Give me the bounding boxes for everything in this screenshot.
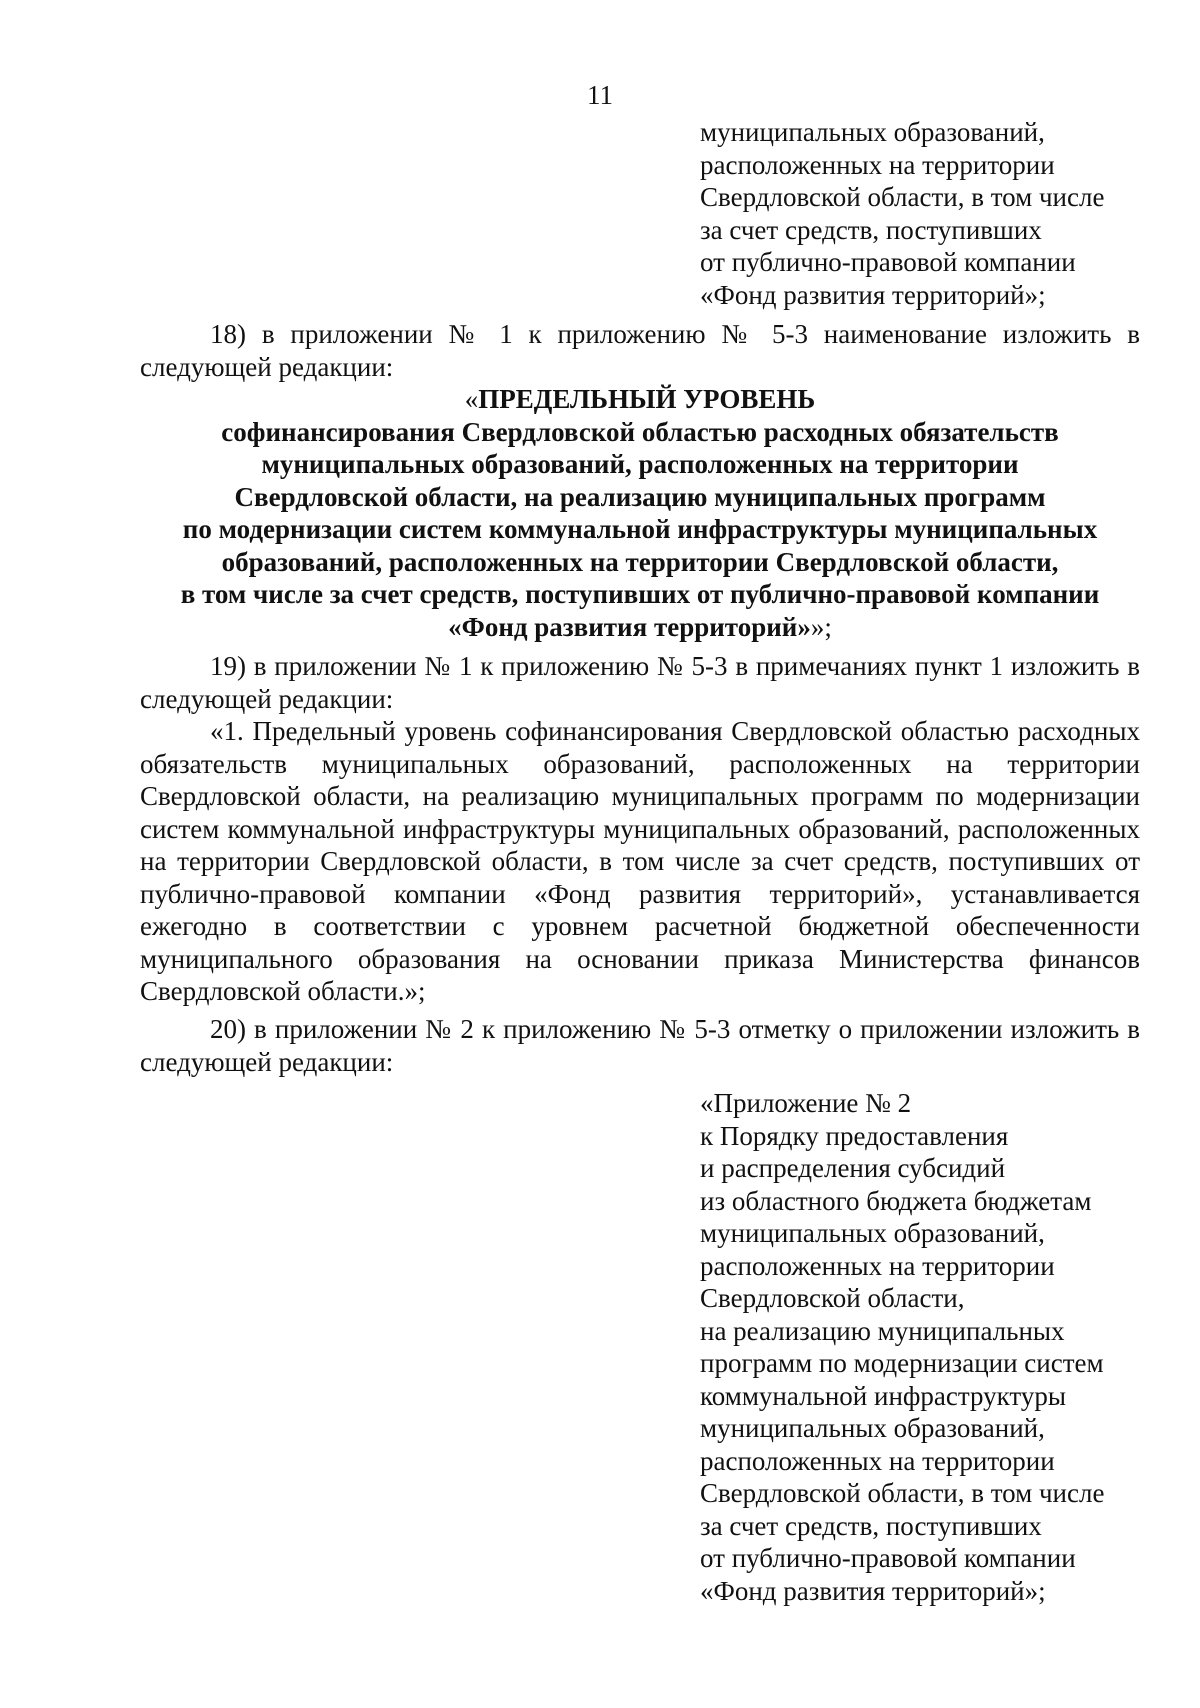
- heading-title: ПРЕДЕЛЬНЫЙ УРОВЕНЬ: [478, 384, 816, 414]
- appendix-line: «Приложение № 2: [700, 1088, 912, 1118]
- appendix-line: муниципальных образований,: [700, 1218, 1045, 1248]
- appendix-line: Свердловской области, в том числе: [700, 1478, 1105, 1508]
- appendix-line: и распределения субсидий: [700, 1153, 1006, 1183]
- heading-line: софинансирования Свердловской областью расходных обязательств: [221, 416, 1059, 447]
- item-18-paragraph: 18) в приложении № 1 к приложению № 5-3 наименование изложить в следующей редакции:: [140, 319, 1140, 382]
- heading-line: образований, расположенных на территории Свердловской области,: [221, 546, 1059, 577]
- heading-last-line: [120, 611, 1160, 644]
- reference-line: «Фонд развития территорий»;: [700, 279, 1046, 310]
- top-reference-block: [700, 116, 1180, 311]
- appendix-line: программ по модернизации систем: [700, 1348, 1104, 1378]
- appendix-line: из областного бюджета бюджетам: [700, 1185, 1092, 1216]
- reference-line: от публично-правовой компании: [700, 247, 1076, 277]
- item-19-paragraph: 19) в приложении № 1 к приложению № 5-3 в примечаниях пункт 1 изложить в следующей редакции:: [140, 651, 1140, 714]
- heading-open-quote: «: [464, 384, 479, 414]
- appendix-line: «Фонд развития территорий»;: [700, 1575, 1046, 1606]
- reference-line: Свердловской области, в том числе: [700, 182, 1105, 212]
- appendix-line: от публично-правовой компании: [700, 1543, 1076, 1573]
- appendix-line: Свердловской области,: [700, 1283, 965, 1313]
- reference-line: муниципальных образований,: [700, 117, 1045, 147]
- appendix-reference-block: [700, 1087, 1180, 1607]
- reference-line: за счет средств, поступивших: [700, 214, 1042, 245]
- appendix-line: расположенных на территории: [700, 1250, 1055, 1281]
- appendix-line: за счет средств, поступивших: [700, 1510, 1042, 1541]
- document-heading: [120, 383, 1160, 643]
- appendix-line: к Порядку предоставления: [700, 1120, 1009, 1151]
- appendix-line: расположенных на территории: [700, 1445, 1055, 1476]
- heading-line: в том числе за счет средств, поступивших от публично-правовой компании: [180, 579, 1100, 609]
- heading-line: муниципальных образований, расположенных на территории: [261, 449, 1019, 479]
- appendix-line: коммунальной инфраструктуры: [700, 1380, 1066, 1411]
- heading-line: по модернизации систем коммунальной инфраструктуры муниципальных: [182, 514, 1098, 544]
- item-20-paragraph: 20) в приложении № 2 к приложению № 5-3 отметку о приложении изложить в следующей редакции:: [140, 1014, 1140, 1077]
- heading-line: Свердловской области, на реализацию муниципальных программ: [234, 481, 1046, 512]
- appendix-line: муниципальных образований,: [700, 1413, 1045, 1443]
- item-19-quoted-text: «1. Предельный уровень софинансирования Свердловской областью расходных обязательств муниципальных образований, расположенных на территории Свердловской области, на реализацию муниципальных программ по модернизации систем коммунальной инфраструктуры муниципальных образований, расположенных на территории Свердловской области, в том числе за счет средств, поступивших от публично-правовой компании «Фонд развития территорий», устанавливается ежегодно в соответствии с уровнем расчетной бюджетной обеспеченности муниципального образования на основании приказа Министерства финансов Свердловской области.»;: [140, 716, 1140, 1006]
- heading-title-line: [120, 383, 1160, 416]
- appendix-line: на реализацию муниципальных: [700, 1315, 1065, 1346]
- heading-closing-quote: »;: [810, 611, 832, 642]
- heading-fund-name: «Фонд развития территорий»: [448, 611, 811, 642]
- reference-line: расположенных на территории: [700, 149, 1055, 180]
- page-number: 11: [587, 80, 613, 110]
